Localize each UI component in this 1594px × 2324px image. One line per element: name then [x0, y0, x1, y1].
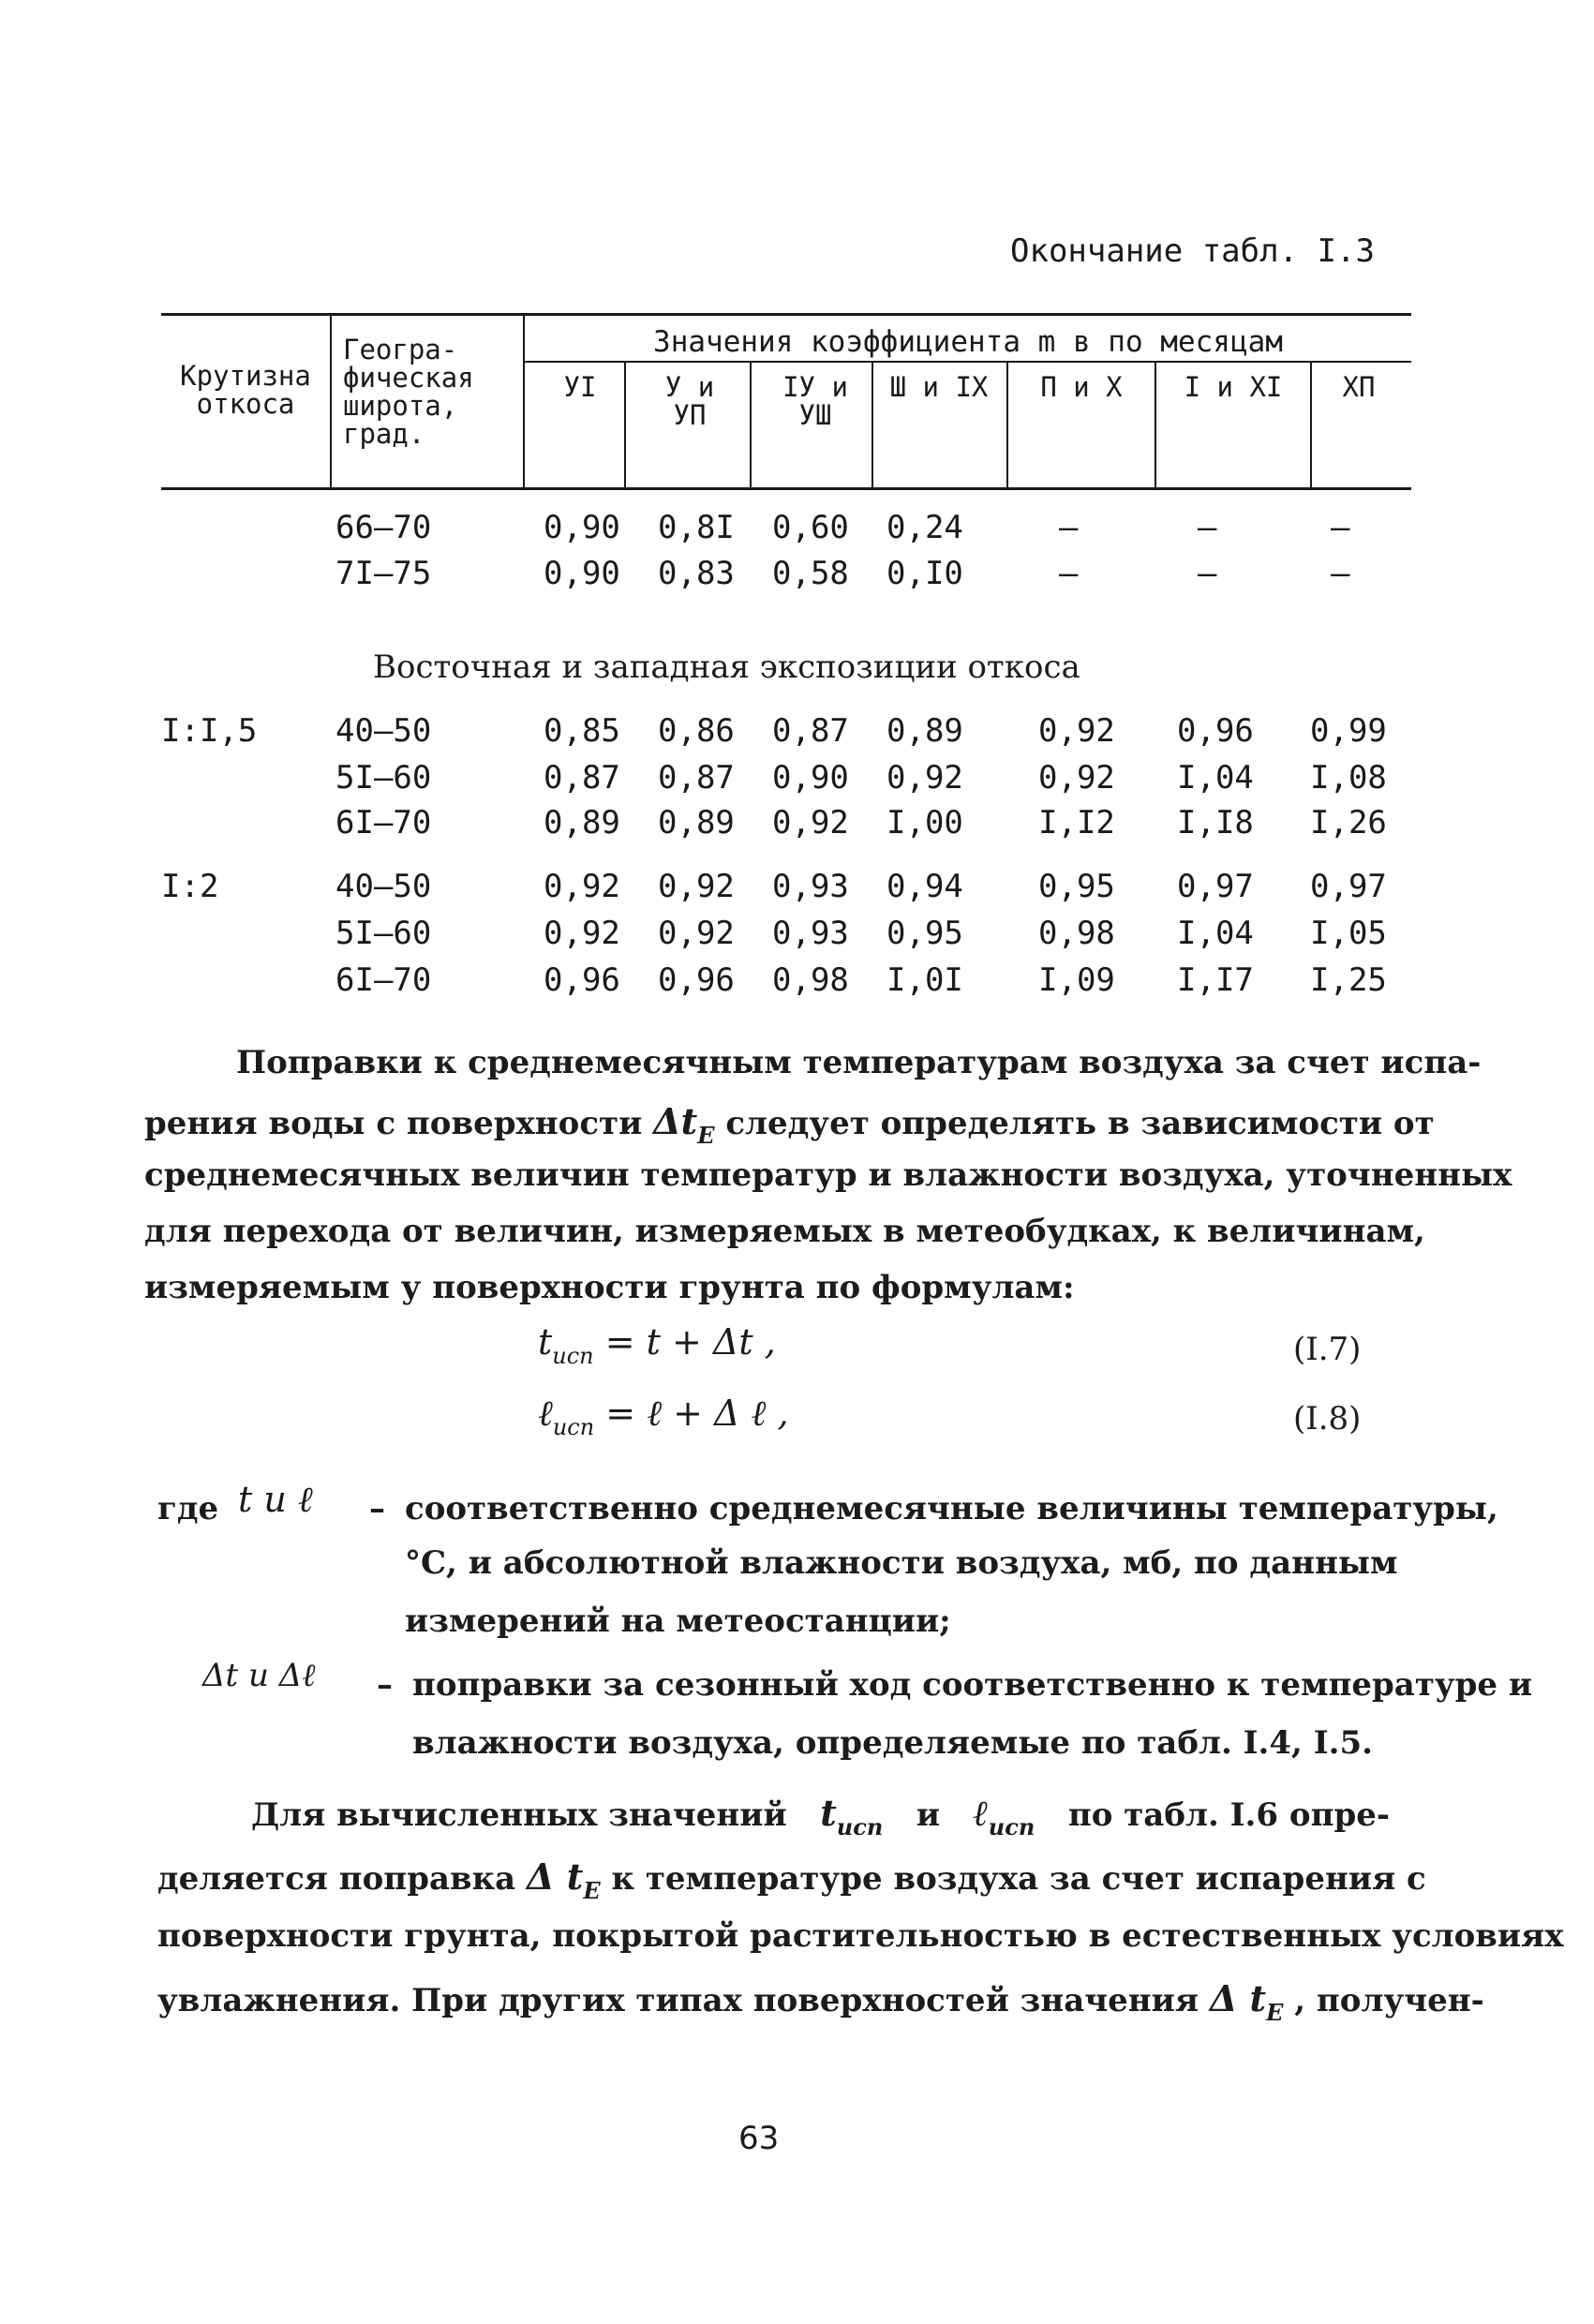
value-cell: 0,96	[658, 961, 735, 999]
value-cell: I,25	[1310, 961, 1387, 999]
value-cell: 0,92	[544, 868, 620, 905]
formula-1: $t_{исп} = t + \Delta t$ ,	[538, 1321, 776, 1369]
where-line4: поправки за сезонный ход соответственно к температуре и	[412, 1666, 1533, 1704]
latitude-cell: 5I–60	[335, 759, 432, 797]
value-cell: 0,92	[886, 759, 963, 797]
latitude-cell: 5I–60	[335, 915, 432, 952]
value-cell: I,I8	[1177, 804, 1254, 842]
formula-2: ℓ$_{исп}$ = ℓ + Δ ℓ ,	[538, 1393, 789, 1440]
table-caption: Окончание табл. I.3	[1010, 232, 1375, 270]
latitude-cell: 40–50	[335, 712, 432, 750]
para2-line3: поверхности грунта, покрытой растительностью в естественных условиях	[157, 1917, 1564, 1955]
value-cell: 0,92	[1038, 712, 1115, 750]
month-header-3: IУ и УШ	[782, 371, 848, 431]
para1-line1: Поправки к среднемесячным температурам воздуха за счет испа-	[236, 1044, 1482, 1081]
value-cell: –	[1331, 509, 1350, 546]
month-header-2: У и УП	[664, 371, 715, 431]
value-cell: 0,99	[1310, 712, 1387, 750]
latitude-cell: 40–50	[335, 868, 432, 905]
value-cell: 0,92	[544, 915, 620, 952]
table-vline-4	[750, 363, 752, 487]
latitude-cell: 66–70	[335, 509, 432, 546]
table-vline-3	[624, 363, 626, 487]
value-cell: I,0I	[886, 961, 963, 999]
latitude-cell: 7I–75	[335, 555, 432, 592]
value-cell: I,04	[1177, 915, 1254, 952]
value-cell: 0,90	[544, 509, 620, 546]
where-symbols-2: Δt и Δℓ	[202, 1657, 316, 1694]
para2-line2: деляется поправка Δ $t_E$ к температуре воздуха за счет испарения с	[157, 1855, 1426, 1904]
value-cell: 0,8I	[658, 509, 735, 546]
value-cell: 0,90	[772, 759, 849, 797]
where-word: где	[157, 1490, 219, 1527]
value-cell: 0,97	[1177, 868, 1254, 905]
value-cell: I,I7	[1177, 961, 1254, 999]
value-cell: 0,87	[658, 759, 735, 797]
section-title: Восточная и западная экспозиции откоса	[373, 648, 1080, 686]
value-cell: I,04	[1177, 759, 1254, 797]
value-cell: I,09	[1038, 961, 1115, 999]
para1-line5: измеряемым у поверхности грунта по формулам:	[144, 1269, 1075, 1306]
where-line3: измерений на метеостанции;	[405, 1602, 951, 1640]
table-header-bottom-rule	[161, 487, 1411, 490]
value-cell: 0,97	[1310, 868, 1387, 905]
value-cell: I,26	[1310, 804, 1387, 842]
value-cell: –	[1198, 509, 1217, 546]
value-cell: 0,96	[1177, 712, 1254, 750]
page-number: 63	[738, 2120, 780, 2157]
value-cell: I,00	[886, 804, 963, 842]
value-cell: 0,86	[658, 712, 735, 750]
where-dash-2: –	[377, 1666, 393, 1704]
value-cell: 0,83	[658, 555, 735, 592]
value-cell: 0,I0	[886, 555, 963, 592]
value-cell: 0,93	[772, 915, 849, 952]
para2-line4: увлажнения. При других типах поверхностей значения Δ $t_E$ , получен-	[157, 1977, 1484, 2026]
value-cell: I,08	[1310, 759, 1387, 797]
value-cell: 0,98	[772, 961, 849, 999]
value-cell: 0,89	[544, 804, 620, 842]
month-header-1: УI	[563, 371, 597, 403]
value-cell: I,05	[1310, 915, 1387, 952]
slope-cell: I:I,5	[161, 712, 258, 750]
table-group-rule	[525, 361, 1411, 363]
value-cell: 0,90	[544, 555, 620, 592]
para1-line3: среднемесячных величин температур и влажности воздуха, уточненных	[144, 1156, 1512, 1194]
month-header-7: XП	[1342, 371, 1376, 403]
formula-1-number: (I.7)	[1293, 1331, 1362, 1368]
header-latitude: Геогра- фическая широта, град.	[343, 334, 474, 450]
value-cell: 0,94	[886, 868, 963, 905]
header-group: Значения коэффициента m в по месяцам	[653, 325, 1283, 359]
where-dash-1: –	[369, 1490, 385, 1527]
value-cell: –	[1331, 555, 1350, 592]
where-line2: °С, и абсолютной влажности воздуха, мб, по данным	[405, 1544, 1398, 1582]
latitude-cell: 6I–70	[335, 804, 432, 842]
value-cell: 0,87	[544, 759, 620, 797]
value-cell: 0,85	[544, 712, 620, 750]
value-cell: 0,93	[772, 868, 849, 905]
table-top-rule	[161, 313, 1411, 316]
value-cell: 0,98	[1038, 915, 1115, 952]
value-cell: –	[1198, 555, 1217, 592]
latitude-cell: 6I–70	[335, 961, 432, 999]
value-cell: 0,92	[1038, 759, 1115, 797]
value-cell: 0,92	[658, 868, 735, 905]
value-cell: 0,96	[544, 961, 620, 999]
value-cell: 0,95	[886, 915, 963, 952]
value-cell: 0,60	[772, 509, 849, 546]
value-cell: 0,92	[658, 915, 735, 952]
value-cell: 0,87	[772, 712, 849, 750]
where-line5: влажности воздуха, определяемые по табл. I.4, I.5.	[412, 1724, 1373, 1762]
month-header-5: П и X	[1040, 371, 1123, 403]
table-vline-1	[330, 315, 332, 487]
formula-2-number: (I.8)	[1293, 1400, 1362, 1438]
value-cell: I,I2	[1038, 804, 1115, 842]
month-header-6: I и XI	[1184, 371, 1283, 403]
value-cell: 0,95	[1038, 868, 1115, 905]
month-header-4: Ш и IX	[889, 371, 989, 403]
where-line1: соответственно среднемесячные величины температуры,	[405, 1490, 1498, 1527]
value-cell: 0,89	[886, 712, 963, 750]
value-cell: 0,24	[886, 509, 963, 546]
value-cell: –	[1059, 509, 1079, 546]
header-slope: Крутизна откоса	[180, 360, 311, 420]
value-cell: –	[1059, 555, 1079, 592]
para1-line4: для перехода от величин, измеряемых в метеобудках, к величинам,	[144, 1213, 1425, 1250]
slope-cell: I:2	[161, 868, 219, 905]
para1-line2: рения воды с поверхности $\Delta t_E$ следует определять в зависимости от	[144, 1100, 1435, 1149]
para2-line1: Для вычисленных значений $t_{исп}$ и ℓ$_{исп}$ по табл. I.6 опре-	[251, 1792, 1390, 1840]
value-cell: 0,89	[658, 804, 735, 842]
value-cell: 0,58	[772, 555, 849, 592]
value-cell: 0,92	[772, 804, 849, 842]
where-symbols-1: t и ℓ	[238, 1479, 313, 1520]
